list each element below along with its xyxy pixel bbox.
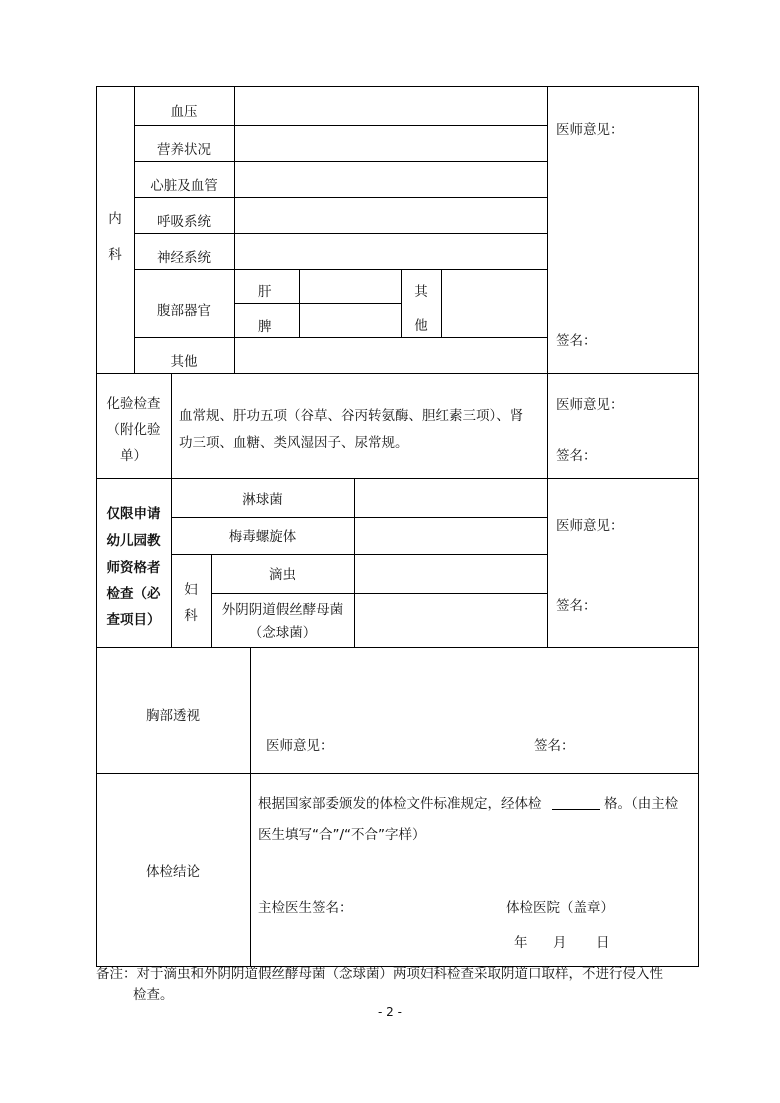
date-month-label: 月 — [553, 935, 567, 951]
kindergarten-opinion-label: 医师意见： — [556, 518, 624, 534]
conclusion-instruction: 医生填写“合”/“不合”字样） — [258, 827, 426, 843]
hospital-seal-label: 体检医院（盖章） — [506, 900, 614, 916]
nutrition-label: 营养状况 — [157, 142, 211, 158]
lab-signature-label: 签名： — [556, 448, 597, 464]
syphilis-label: 梅毒螺旋体 — [228, 529, 297, 545]
internal-medicine-label: 内 — [108, 211, 122, 227]
nervous-system-label: 神经系统 — [157, 250, 211, 266]
lab-label-3: 单） — [120, 448, 147, 464]
kindergarten-signature-label: 签名： — [556, 598, 597, 614]
blood-pressure-label: 血压 — [170, 104, 198, 120]
chest-opinion-label: 医师意见： — [266, 738, 334, 754]
chest-xray-label: 胸部透视 — [146, 708, 200, 724]
lab-label-2: （附化验 — [106, 422, 161, 438]
liver-label: 肝 — [258, 284, 272, 300]
conclusion-text-tail: 格。（由主检 — [604, 796, 679, 812]
internal-opinion-label: 医师意见： — [556, 122, 624, 138]
lab-content-2: 功三项、血糖、类风湿因子、尿常规。 — [179, 435, 409, 451]
respiratory-label: 呼吸系统 — [157, 214, 211, 230]
gynecology-label-2: 科 — [184, 608, 198, 624]
gynecology-label: 妇 — [184, 582, 198, 598]
lab-opinion-label: 医师意见： — [556, 397, 624, 413]
conclusion-text: 根据国家部委颁发的体检文件标准规定，经体检 — [258, 796, 542, 812]
kindergarten-label-5: 查项目） — [106, 612, 161, 628]
candida-label-2: （念球菌） — [248, 625, 317, 641]
chest-signature-label: 签名： — [534, 738, 575, 754]
conclusion-result-blank[interactable] — [552, 809, 600, 810]
internal-other-label: 其他 — [170, 354, 198, 370]
trichomonas-label: 滴虫 — [269, 567, 296, 583]
date-year-label: 年 — [514, 935, 528, 951]
abdomen-other-label-2: 他 — [414, 318, 428, 334]
internal-signature-label: 签名： — [556, 333, 597, 349]
candida-label: 外阴阴道假丝酵母菌 — [221, 602, 344, 618]
lab-content: 血常规、肝功五项（谷草、谷丙转氨酶、胆红素三项）、肾 — [179, 408, 524, 424]
abdomen-other-label: 其 — [414, 284, 428, 300]
chief-doctor-signature-label: 主检医生签名： — [258, 900, 353, 916]
date-day-label: 日 — [596, 935, 610, 951]
cardiovascular-label: 心脏及血管 — [150, 178, 218, 194]
kindergarten-label-3: 师资格者 — [106, 560, 161, 576]
kindergarten-label-4: 检查（必 — [106, 586, 161, 602]
internal-medicine-label-2: 科 — [108, 247, 122, 263]
spleen-label: 脾 — [258, 319, 272, 335]
gonococcus-label: 淋球菌 — [242, 492, 283, 508]
note-text-2: 检查。 — [133, 987, 174, 1003]
page-number: - 2 - — [378, 1005, 402, 1019]
note-text: 备注：对于滴虫和外阴阴道假丝酵母菌（念球菌）两项妇科检查采取阴道口取样，不进行侵入性 — [96, 966, 663, 982]
lab-label: 化验检查 — [106, 396, 161, 412]
conclusion-label: 体检结论 — [146, 864, 200, 880]
abdomen-label: 腹部器官 — [157, 303, 211, 319]
kindergarten-label-2: 幼儿园教 — [106, 533, 161, 549]
kindergarten-label: 仅限申请 — [106, 506, 161, 522]
